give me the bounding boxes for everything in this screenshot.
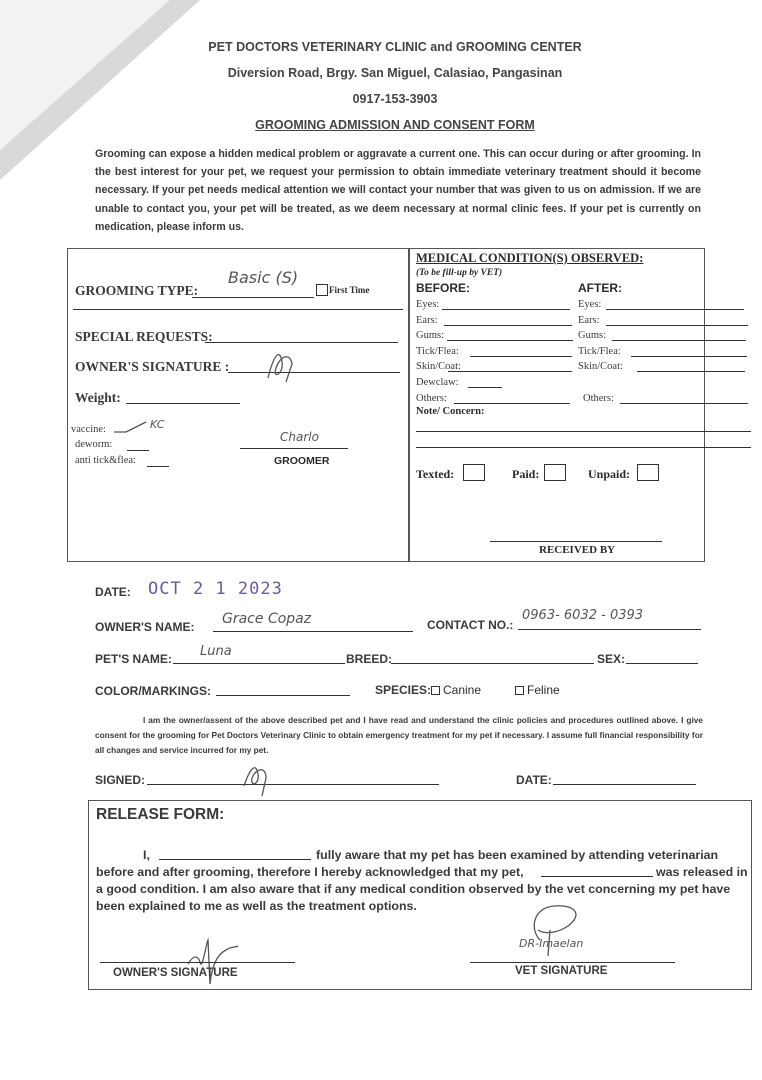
before-row-field[interactable] [444, 325, 572, 326]
grooming-type-value: Basic (S) [228, 268, 299, 287]
sex-field[interactable] [626, 650, 698, 664]
owner-release-signature-line[interactable] [100, 962, 295, 963]
after-row-field[interactable] [637, 371, 745, 372]
clinic-phone: 0917-153-3903 [352, 92, 438, 106]
groomer-label: GROOMER [274, 455, 330, 467]
after-row-field[interactable] [620, 403, 748, 404]
after-row-label: Tick/Flea: [578, 345, 621, 357]
species-label: SPECIES: [375, 683, 432, 697]
owner-signature-label: OWNER'S SIGNATURE : [75, 359, 230, 374]
contact-value: 0963- 6032 - 0393 [522, 608, 644, 623]
consent-paragraph: I am the owner/assent of the above described pet and I have read and understand the clinic policies and procedures outlined above. I give consent for the grooming for Pet Doctors Veterinary Clinic to obtain emergency treatment for my pet if necessary. I assume full financial responsibility for all changes and service incurred for my pet. [95, 715, 703, 755]
breed-label: BREED: [346, 652, 393, 666]
note-line-1[interactable] [416, 431, 751, 432]
before-row-label: Eyes: [416, 299, 440, 310]
box-divider [408, 248, 410, 562]
release-p1: I, [143, 848, 150, 862]
paid-label: Paid: [512, 467, 540, 481]
after-row-label: Others: [583, 392, 614, 404]
vet-signature-scribble [510, 900, 600, 960]
release-title: RELEASE FORM: [96, 806, 225, 823]
feline-checkbox[interactable] [515, 686, 524, 695]
note-line-2[interactable] [416, 447, 751, 448]
signed-date-field[interactable] [553, 771, 696, 785]
after-row-field[interactable] [612, 340, 746, 341]
vaccine-check-mark [112, 420, 148, 436]
before-row-field[interactable] [442, 309, 570, 310]
anti-tick-field[interactable] [147, 455, 169, 467]
weight-field[interactable] [126, 388, 240, 404]
before-row-field[interactable] [470, 356, 572, 357]
release-p3: before and after grooming, therefore I hereby acknowledged that my pet, [96, 865, 524, 879]
after-label: AFTER: [578, 281, 622, 295]
after-row-field[interactable] [631, 356, 747, 357]
after-row-label: Ears: [578, 314, 600, 326]
unpaid-checkbox[interactable] [637, 464, 659, 481]
vaccine-value: KC [150, 418, 165, 431]
sex-label: SEX: [597, 652, 626, 666]
before-row-label: Tick/Flea: [416, 345, 459, 357]
medical-title: MEDICAL CONDITION(S) OBSERVED: [416, 251, 644, 265]
vaccine-label: vaccine: [71, 424, 106, 435]
release-p2: fully aware that my pet has been examined by attending veterinarian [316, 848, 719, 862]
before-row-label: Ears: [416, 314, 438, 326]
before-row-field[interactable] [454, 403, 570, 404]
after-row-field[interactable] [606, 325, 748, 326]
signed-label: SIGNED: [95, 773, 146, 787]
vet-signature-line[interactable] [470, 962, 675, 963]
before-row-field[interactable] [468, 387, 502, 388]
groomer-name: Charlo [280, 430, 319, 444]
unpaid-label: Unpaid: [588, 467, 631, 481]
owner-name-value: Grace Copaz [222, 611, 312, 627]
release-p4: was released in [656, 865, 748, 879]
before-row-label: Others: [416, 392, 447, 404]
grooming-type-label: GROOMING TYPE: [75, 283, 199, 298]
note-label: Note/ Concern: [416, 406, 485, 417]
signed-signature-scribble [236, 756, 276, 798]
release-pet-field[interactable] [541, 862, 653, 877]
before-row-label: Skin/Coat: [416, 361, 461, 373]
pet-name-field[interactable] [173, 650, 345, 664]
owner-name-label: OWNER'S NAME: [95, 620, 195, 634]
owner-signature-field[interactable] [228, 356, 400, 373]
feline-label: Feline [527, 683, 560, 697]
texted-label: Texted: [416, 467, 455, 481]
special-requests-label: SPECIAL REQUESTS: [75, 329, 213, 344]
after-row-label: Gums: [578, 330, 607, 342]
special-requests-field[interactable] [205, 326, 398, 343]
paid-checkbox[interactable] [544, 464, 566, 481]
before-row-field[interactable] [448, 371, 572, 372]
vet-signature-label: VET SIGNATURE [515, 965, 608, 977]
received-by-line[interactable] [490, 541, 662, 542]
before-row-label: Gums: [416, 330, 445, 342]
release-name-field[interactable] [159, 845, 311, 860]
weight-label: Weight: [75, 390, 121, 405]
grooming-type-line2 [73, 309, 403, 310]
clinic-name: PET DOCTORS VETERINARY CLINIC and GROOMING CENTER [208, 40, 582, 54]
contact-label: CONTACT NO.: [427, 618, 514, 632]
owner-signature-scribble [262, 344, 298, 386]
release-p5: a good condition. I am also aware that if any medical condition observed by the vet concerning my pet have [96, 882, 731, 896]
date-label: DATE: [95, 585, 131, 599]
after-row-label: Eyes: [578, 299, 602, 310]
first-time-label: First Time [329, 285, 370, 295]
pet-name-label: PET'S NAME: [95, 652, 172, 666]
canine-label: Canine [443, 683, 482, 697]
deworm-field[interactable] [127, 439, 149, 451]
intro-paragraph: Grooming can expose a hidden medical problem or aggravate a current one. This can occur during or after grooming. In the best interest for your pet, we request your permission to obtain immediate veterinary treatment should it become necessary. If your pet needs medical attention we will contact your number that was given to us on admission. If we are unable to contact you, your pet will be treated, as we deem necessary at normal clinic fees. If your pet is currently on medication, please inform us. [95, 148, 701, 233]
canine-checkbox[interactable] [431, 686, 440, 695]
clinic-address: Diversion Road, Brgy. San Miguel, Calasiao, Pangasinan [227, 66, 563, 80]
before-label: BEFORE: [416, 281, 470, 295]
release-p6: been explained to me as well as the treatment options. [96, 899, 417, 913]
anti-tick-label: anti tick&flea: [75, 455, 136, 466]
color-markings-field[interactable] [216, 682, 350, 696]
signed-date-label: DATE: [516, 773, 552, 787]
texted-checkbox[interactable] [463, 464, 485, 481]
deworm-label: deworm: [75, 439, 113, 450]
before-row-label: Dewclaw: [416, 377, 459, 388]
groomer-line [240, 448, 348, 449]
first-time-checkbox[interactable] [316, 284, 328, 296]
date-stamp: OCT 2 1 2023 [148, 579, 283, 599]
signed-field[interactable] [147, 771, 439, 785]
after-row-label: Skin/Coat: [578, 361, 623, 373]
breed-field[interactable] [391, 650, 594, 664]
received-by-label: RECEIVED BY [539, 544, 616, 556]
owner-release-signature-scribble [180, 924, 240, 998]
medical-subtitle: (To be fill-up by VET) [416, 268, 503, 278]
form-title: GROOMING ADMISSION AND CONSENT FORM [255, 118, 535, 132]
before-row-field[interactable] [447, 340, 573, 341]
vet-signature-text: DR-Imaelan [519, 937, 584, 950]
color-markings-label: COLOR/MARKINGS: [95, 684, 211, 698]
pet-name-value: Luna [200, 644, 232, 659]
after-row-field[interactable] [606, 309, 744, 310]
owner-release-signature-label: OWNER'S SIGNATURE [113, 967, 238, 979]
